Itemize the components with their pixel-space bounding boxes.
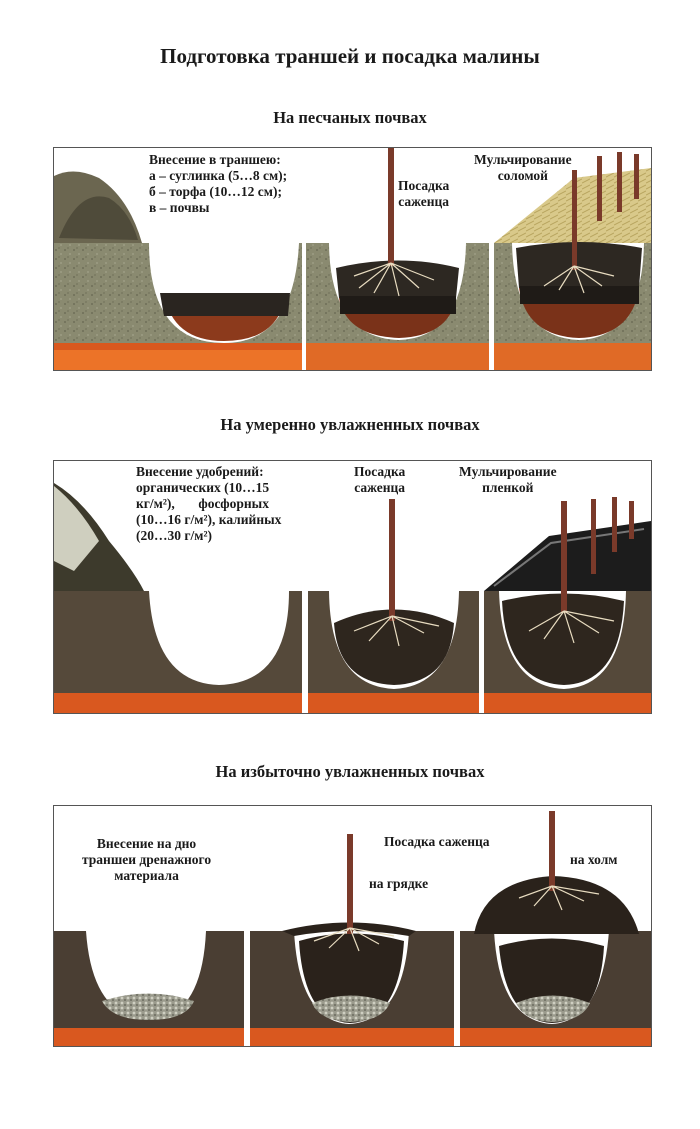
label-moderate-intro: Внесение удобрений: органических (10…15 кг/м²), фосфорных (10…16 г/м²), калийных (20…30 г/м²): [136, 464, 282, 543]
label-moderate-planting: Посадка саженца: [354, 464, 406, 495]
label-excess-intro: Внесение на дно траншеи дренажного материала: [82, 836, 212, 883]
section-heading-sandy: На песчаных почвах: [273, 108, 427, 127]
seedling-c-3: [549, 811, 555, 891]
panel-sandy: [53, 147, 652, 371]
soil-hill: [474, 876, 639, 934]
panel-moderate: [53, 460, 652, 714]
label-excess-hill: на холм: [570, 852, 618, 867]
label-sandy-mulch: Мульчирование соломой: [474, 152, 572, 183]
seedling-b: [388, 148, 394, 266]
section-heading-excess: На избыточно увлажненных почвах: [215, 762, 485, 781]
seedling-b-2: [389, 499, 395, 621]
seedling-c: [572, 170, 577, 270]
panel-excess: [53, 805, 652, 1047]
label-excess-planting: Посадка саженца: [384, 834, 490, 849]
page-title: Подготовка траншей и посадка малины: [160, 44, 540, 68]
label-moderate-mulch: Мульчирование пленкой: [459, 464, 557, 495]
seedling-c-2: [561, 501, 567, 613]
label-sandy-intro: Внесение в траншею: а – суглинка (5…8 см); б – торфа (10…12 см); в – почвы: [149, 152, 288, 215]
section-heading-moderate: На умеренно увлажненных почвах: [220, 415, 480, 434]
label-excess-bed: на грядке: [369, 876, 429, 891]
label-sandy-planting: Посадка саженца: [398, 178, 450, 209]
seedling-b-3: [347, 834, 353, 934]
